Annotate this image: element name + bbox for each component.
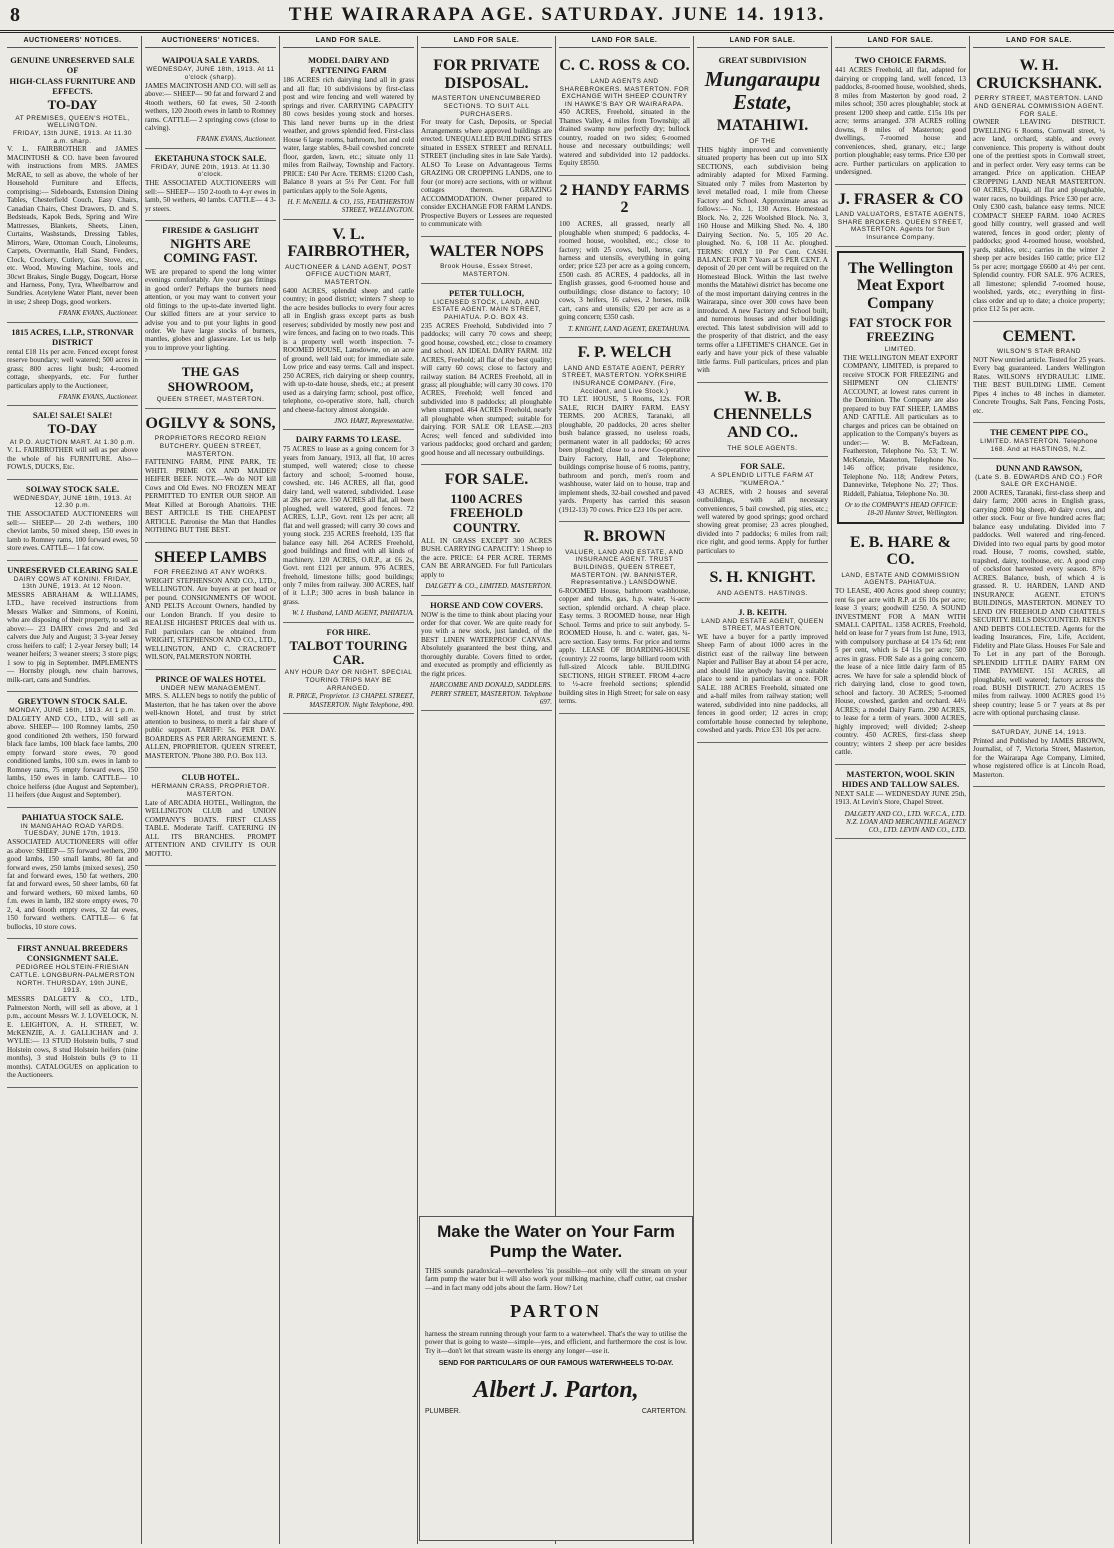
ad-heading: FOR SALE. xyxy=(740,461,785,472)
advertisement xyxy=(7,561,138,693)
advertisement xyxy=(7,939,138,1088)
ad-heading: GREYTOWN STOCK SALE. xyxy=(17,696,128,707)
ad-body xyxy=(835,66,966,176)
ad-heading: GREAT SUBDIVISION xyxy=(718,55,807,66)
ad-headline: J. FRASER & CO xyxy=(837,190,964,208)
ad-heading: J. B. KEITH. xyxy=(738,606,787,617)
ad-body xyxy=(145,82,276,133)
column-heading: LAND FOR SALE. xyxy=(697,36,828,48)
ad-headline: WALTER NOPS xyxy=(429,242,544,260)
advertisement xyxy=(837,251,964,524)
ad-body-text: Late of ARCADIA HOTEL, Wellington, the WELLINGTON CLUB and UNION COMPANY'S BOATS. FIRST CLASS TABLE. Moderate Tariff. CATERING IN ALL ITS BRANCHES. PROMPT ATTENTION AND CIVILITY IS OUR MOTTO. xyxy=(145,798,276,858)
ad-subheading: WEDNESDAY, JUNE 18th, 1913. At 11 o'clock (sharp). xyxy=(146,66,275,81)
ad-body xyxy=(559,220,690,322)
ad-heading: MODEL DAIRY AND FATTENING FARM xyxy=(307,55,390,76)
masthead xyxy=(0,0,1114,33)
ad-signature: H. F. McNEILL & CO, 155, FEATHERSTON STREET, WELLINGTON. xyxy=(287,198,414,215)
advertisement xyxy=(973,322,1105,424)
ad-subheading: PROPRIETORS RECORD REIGN BUTCHERY. QUEEN STREET, MASTERTON. xyxy=(154,435,267,458)
ad-body xyxy=(973,489,1105,718)
ad-heading: DUNN AND RAWSON, xyxy=(995,462,1083,473)
advertisement xyxy=(973,726,1105,787)
ad-place: CARTERTON. xyxy=(641,1407,687,1415)
advertisement xyxy=(835,528,966,765)
ad-heading: THE CEMENT PIPE CO., xyxy=(990,427,1088,438)
ad-signature: DALGETY AND CO., LTD. W.F.C.A., LTD. N.Z. LOAN AND MERCANTILE AGENCY CO., LTD. LEVIN AND CO., LTD. xyxy=(844,809,966,835)
ad-subheading: MONDAY, JUNE 16th, 1913. At 1 p.m. xyxy=(9,707,136,715)
advertisement xyxy=(7,692,138,808)
ad-body xyxy=(7,591,138,684)
ad-headline: F. P. WELCH xyxy=(577,344,672,362)
ad-subheading: IN MANGAHAO ROAD YARDS. TUESDAY, JUNE 17th, 1913. xyxy=(20,822,125,838)
ad-body-text: ASSOCIATED AUCTIONEERS will offer as above: SHEEP— 55 forward wethers, 200 good lambs, 150 small lambs, 80 fat and forward ewes, 250 lambs (mixed sexes), 250 fat and forward ewes, 150 fat wethers, 200 fat and forward ewes, 50 sheer lambs, 60 fat and forward wethers, 60 mixed lambs, 60 f.m. ewes in lamb, 182 store empty ewes, 70 2, 4, and 6tooth empty ewes, 32 fat ewes, 150 forward wethers. CATTLE— 6 fat bullocks, 10 store cows. xyxy=(7,838,138,931)
ad-body-text: 450 ACRES, Freehold, situated in the Thames Valley, 4 miles from Township; all drained swamp now perfectly dry; bullock country, roaded on two sides; 6-roomed house and necessary outbuildings; well watered and subdivided into 12 paddocks. Equity £8550. xyxy=(559,108,690,168)
ad-signature: JNO. HART, Representative. xyxy=(334,416,414,425)
ad-body-text: FATTENING FARM, PINE PARK, TE WHITI. PRIME OX AND MAIDEN HEIFER BEEF. NOTE.—We do NOT kill Cows and Old Ewes. NO FROZEN MEAT PERMITTED TO ENTER OUR SHOP. All Meat Killed at Borough Abattoirs. THE BEST ARTICLE IS THE CHEAPEST ARTICLE. Patronise the Man that Handles NOTHING BUT THE BEST. xyxy=(145,458,276,535)
ad-body-text: ALL IN GRASS EXCEPT 300 ACRES BUSH. CARRYING CAPACITY: 1 Sheep to the acre. PRICE: £4 PER ACRE. TERMS CAN BE ARRANGED. For full Particulars apply to xyxy=(421,536,552,579)
ad-signature: FRANK EVANS, Auctioneer. xyxy=(58,309,138,318)
ad-subheading: LAND AND ESTATE AGENT, PERRY STREET, MASTERTON. YORKSHIRE INSURANCE COMPANY. (Fire, Accident, and Live Stock.) xyxy=(562,364,687,395)
ad-signature: R. PRICE, Proprietor. 13 CHAPEL STREET, MASTERTON. Night Telephone, 490. xyxy=(288,692,414,709)
ad-title: NIGHTS ARE COMING FAST. xyxy=(163,236,258,266)
ad-title: Make the Water on Your Farm Pump the Water. xyxy=(437,1222,675,1262)
ad-title: FAT STOCK FOR FREEZING xyxy=(848,314,953,344)
ad-subheading: AUCTIONEER & LAND AGENT, POST OFFICE AUCTION MART, MASTERTON. xyxy=(285,263,412,287)
advertisement xyxy=(559,51,690,176)
ad-heading: 1815 ACRES, L.I.P., STRONVAR DISTRICT xyxy=(11,326,134,347)
column-heading: LAND FOR SALE. xyxy=(421,36,552,48)
ad-headline: V. L. FAIRBROTHER, xyxy=(287,225,410,261)
ad-subheading: AND AGENTS. HASTINGS. xyxy=(716,590,809,598)
ad-headline: MATAHIWI. xyxy=(716,117,809,135)
advertisement xyxy=(145,221,276,360)
ad-body-text: 100 ACRES, all grassed, nearly all ploughable when stumped; 6 paddocks, 4-roomed house, woolshed, etc.; close to factory; with 25 cows, bull, horse, cart, harness and utensils, everything in going order; price £23 per acre as a going concern, £500 cash. 85 ACRES, 4 paddocks, all in English grasses, good 6-roomed house and outbuildings; close distance to factory; 10 cows, 3 heifers, 16 calves, 2 horses, milk cart, cans and utensils; £20 per acre as a going concern; £350 cash. xyxy=(559,220,690,322)
ad-subheading: OF THE xyxy=(749,138,776,146)
advertisement xyxy=(283,220,414,431)
column-2 xyxy=(142,36,280,1544)
ad-body xyxy=(145,179,276,213)
advertisement xyxy=(145,149,276,221)
advertisement xyxy=(697,51,828,383)
ad-subheading: WILSON'S STAR BRAND xyxy=(997,348,1081,356)
ad-body-2: harness the stream running through your farm to a waterwheel. That's the way to utilise the power that is going to waste—simple—yes, and efficient, and furthermore the cost is low. Try it—don't let that stream waste its energy any longer—use it. xyxy=(425,1329,687,1355)
ad-signature: T. KNIGHT, LAND AGENT, EKETAHUNA. xyxy=(568,324,690,333)
ad-headline: W. H. CRUICKSHANK. xyxy=(976,57,1102,92)
advertisement xyxy=(421,51,552,236)
column-7 xyxy=(832,36,970,1544)
ad-subheading: A SPLENDID LITTLE FARM AT "KUMEROA." xyxy=(710,472,815,487)
advertisement xyxy=(559,338,690,522)
ad-title: TO-DAY xyxy=(47,97,98,113)
ad-heading: PETER TULLOCH, xyxy=(449,287,524,298)
ad-body xyxy=(421,322,552,458)
ad-body xyxy=(145,458,276,534)
column-heading: AUCTIONEERS' NOTICES. xyxy=(145,36,276,48)
ad-signature: DALGETY & CO., LIMITED. MASTERTON. xyxy=(425,582,552,591)
ad-title: 1100 ACRES FREEHOLD COUNTRY. xyxy=(450,490,523,535)
ad-subheading: ANY HOUR DAY OR NIGHT. SPECIAL TOURING TRIPS MAY BE ARRANGED. xyxy=(284,669,413,692)
ad-subheading: LIMITED. xyxy=(884,346,917,354)
ad-headline: W. B. CHENNELLS AND CO.. xyxy=(713,388,812,441)
ad-signature: HARCOMBE AND DONALD, SADDLERS. PERRY STREET, MASTERTON. Telephone 697. xyxy=(429,681,552,706)
advertisement xyxy=(559,176,690,338)
ad-subheading: LAND VALUATORS, ESTATE AGENTS, SHARE BROKERS. QUEEN STREET, MASTERTON. Agents for Sun Insurance Company. xyxy=(835,211,966,242)
ad-headline: S. H. KNIGHT. xyxy=(709,569,816,587)
ad-subheading: FOR FREEZING AT ANY WORKS. xyxy=(153,569,268,577)
ad-heading: MASTERTON, WOOL SKIN HIDES AND TALLOW SALES. xyxy=(841,768,960,789)
advertisement xyxy=(559,522,690,714)
ad-headline: OGILVY & SONS, xyxy=(145,414,276,432)
advertisement xyxy=(145,360,276,408)
ad-body xyxy=(421,611,552,679)
ad-heading: PRINCE OF WALES HOTEL xyxy=(155,673,266,684)
ad-heading: PAHIATUA STOCK SALE. xyxy=(21,811,124,822)
ad-body xyxy=(7,838,138,931)
ad-body-text: TO LET. HOUSE, 5 Rooms, 12s. FOR SALE, RICH DAIRY FARM. EASY TERMS. 200 ACRES, Taranaki, all ploughable, 20 paddocks, 20 acres shelter bush balance grassed, no useless roads, permanent water in all paddocks; 60 acres been ploughed; close to a new Co-operative Dairy Factory, Hall, and Telephone; buildings comprise house of 6 rooms, pantry, bathroom and porch, men's room and washhouse, water laid on to house, trap and implement sheds, 32-bail cowshed and paved yards. Property has carried this season (1912-13) 70 cows. Price £23 10s per acre. xyxy=(559,395,690,514)
ad-body xyxy=(973,737,1105,779)
ad-body xyxy=(835,587,966,757)
page-number: 8 xyxy=(10,4,20,26)
ad-body xyxy=(145,692,276,760)
ad-body xyxy=(7,510,138,552)
advertisement xyxy=(697,603,828,743)
advertisement xyxy=(421,596,552,712)
ad-body-text: MRS. S. ALLEN begs to notify the public of Masterton, that he has taken over the above well-known Hotel, and trust by strict attention to business, to merit a fair share of public support. TARIFF: 5s. PER DAY. BOARDERS AS PER ARRANGEMENT. S. ALLEN, PROPRIETOR. QUEEN STREET, MASTERTON. 'Phone 380. P.O. Box 113. xyxy=(145,692,276,760)
column-heading: LAND FOR SALE. xyxy=(835,36,966,48)
ad-body-text: WE have a buyer for a partly improved Sheep Farm of about 1000 acres in the district east of the railway line between Napier and Palliser Bay at about £4 per acre, and should like anybody having a suitable place to send in particulars at once. FOR SALE. 188 ACRES Freehold, situated one and a-half miles from railway station; well watered, subdivided into nine paddocks, all fences in good order; 12 acres in crop; comfortable house connected by telephone, cowshed and yards. Price £31 10s per acre. xyxy=(697,633,828,735)
advertisement xyxy=(421,237,552,284)
ad-body xyxy=(697,488,828,556)
ad-subheading: LAND AND ESTATE AGENT, QUEEN STREET, MASTERTON. xyxy=(701,617,824,633)
ad-subheading: QUEEN STREET, MASTERTON. xyxy=(156,396,265,404)
advertisement xyxy=(421,465,552,595)
ad-subheading: Brook House, Essex Street, MASTERTON. xyxy=(440,263,533,278)
ad-heading: FOR HIRE. xyxy=(326,626,371,637)
ad-subheading: At P.O. AUCTION MART. At 1.30 p.m. xyxy=(9,438,136,446)
ad-body-text: NOT New untried article. Tested for 25 years. Every bag guaranteed. Landers Wellington Rates. WILSON'S HYDRAULIC LIME. THE BEST BUILDING LIME. Cement Pipes 4 inches to 48 inches in diameter. Concrete Troughs, Salt Pans, Fencing Posts, etc. xyxy=(973,355,1105,415)
advertisement xyxy=(697,457,828,563)
ad-body xyxy=(697,146,828,375)
ad-body-text: 75 ACRES to lease as a going concern for 3 years from January, 1913, all flat, 10 acres stumped, well watered; close to cheese factory and school; 5-roomed house, cowshed, etc. 146 ACRES, all flat, good dairy land, well watered, subdivided. Lease at 28s per acre. 150 ACRES all flat, all been ploughed, well watered, good fences. 72 ACRES, L.I.P., Govt. rent 12s per acre; all flat and well grassed; will carry 30 cows and young stock. 235 ACRES freehold, 135 flat balance easy hill. 264 ACRES Freehold, good buildings and fitted with all kinds of machinery. 120 ACRES, O.R.P., at £6 2s, Govt. rent £121 per annum. 976 ACRES, freehold, limestone hills; good buildings; only 7 miles from railway. 300 ACRES, half of it L.I.P.; 300 acres in bush balance in grass. xyxy=(283,445,414,606)
advertisement xyxy=(973,459,1105,726)
advertisement xyxy=(421,284,552,466)
ad-body xyxy=(145,268,276,353)
ad-body xyxy=(283,287,414,414)
ad-body-text: WRIGHT STEPHENSON AND CO., LTD., WELLINGTON. Are buyers at per head or per pound. CONSIGNMENTS OF WOOL AND PELTS Account Owners, handled by our London Branch. If you desire to REALISE HIGHEST PRICES deal with us. Full particulars can be obtained from WRIGHT, STEPHENSON AND CO., LTD., WELLINGTON, AND C. CRACROFT WILSON, PALMERSTON NORTH. xyxy=(145,576,276,662)
ad-body xyxy=(7,995,138,1080)
advertisement xyxy=(697,563,828,602)
ad-body-text: Printed and Published by JAMES BROWN, Journalist, of 7, Victoria Street, Masterton, for the Wairarapa Age Company, Limited, whose registered office is at Lincoln Road, Masterton. xyxy=(973,736,1105,779)
ad-subheading: MASTERTON UNENCUMBERED SECTIONS. TO SUIT ALL PURCHASERS. xyxy=(432,95,541,118)
column-heading: AUCTIONEERS' NOTICES. xyxy=(7,36,138,48)
ad-name-parton: PARTON xyxy=(510,1300,602,1321)
ad-heading: EKETAHUNA STOCK SALE. xyxy=(154,152,267,163)
ad-body-text: 235 ACRES Freehold, Subdivided into 7 paddocks; will carry 70 cows and sheep; good house, cowshed, etc.; close to creamery and school. AN IDEAL DAIRY FARM. 102 ACRES, Freehold; all flat of the best quality; will carry 60 cows; close to factory and railway station. 84 ACRES Freehold, all in grass; all ploughable; will carry 30 cows. 170 ACRES, Freehold; well fenced and subdivided into 8 paddocks; all ploughable when stumped. 464 ACRES Freehold, nearly all ploughable when stumped; suitable for dairying. FOR SALE OR LEASE.—203 Acres; well fenced and subdivided into various paddocks; good orchard and garden; good house and all necessary outbuildings. xyxy=(421,321,552,457)
ad-subheading: DAIRY COWS AT KONINI. FRIDAY, 13th JUNE, 1913. At 12 Noon. xyxy=(13,575,132,591)
parton-waterwheel-ad xyxy=(419,1216,693,1541)
ad-subheading: HERMANN CRASS, PROPRIETOR. MASTERTON. xyxy=(151,783,270,798)
ad-heading: WAIPOUA SALE YARDS. xyxy=(161,55,260,66)
ad-heading: CLUB HOTEL. xyxy=(181,772,240,783)
ad-subheading: SATURDAY, JUNE 14, 1913. xyxy=(991,728,1087,736)
ad-body-text: TO LEASE, 400 Acres good sheep country; rent 6s per acre with R.P. at £6 10s per acre; lease 3 years; goodwill £250. A SOUND INVESTMENT FOR A MAN WITH SMALL CAPITAL. 1358 ACRES, Freehold, held on lease for 7 years from 1st June, 1913, with compulsory purchase at £4 17s 6d; rent 5 per cent, which is £4 11s per acre; 500 acres in grass. FOR Sale as a going concern, the lease of a nice little dairy farm of 85 acres. We have for sale a splendid block of rich dairying land, close to good town, school and factory. 30 ACRES; 5-roomed House, cowshed, garden and orchard. 44½ ACRES; a model Dairy Farm. 290 ACRES, to lease for a term of years. 3000 ACRES, highly improved; well divided; 2-sheep country. 450 ACRES, first-class sheep country; winters 2 sheep per acre besides cattle. xyxy=(835,587,966,757)
ad-subheading: UNDER NEW MANAGEMENT. xyxy=(160,684,261,692)
advertisement xyxy=(283,51,414,219)
ad-subheading: PERRY STREET, MASTERTON. LAND AND GENERAL COMMISSION AGENT. FOR SALE. xyxy=(973,95,1105,118)
advertisement xyxy=(145,768,276,866)
ad-body xyxy=(559,587,690,706)
ad-heading: UNRESERVED CLEARING SALE xyxy=(7,564,138,575)
ad-subheading: LAND AGENTS AND SHAREBROKERS. MASTERTON. FOR EXCHANGE WITH SHEEP COUNTRY IN HAWKE'S BAY OR WAIRARAPA. xyxy=(559,77,690,108)
ad-subheading: AT PREMISES, QUEEN'S HOTEL, WELLINGTON. xyxy=(15,114,130,130)
ad-body-text: THE ASSOCIATED AUCTIONEERS will sell:— SHEEP— 20 2-th wethers, 100 cheviot lambs, 50 mixed sheep, 150 ewes in lamb to Romney rams, 100 forward ewes, 50 store ewes. CATTLE— 1 fat cow. xyxy=(7,510,138,553)
ad-body-text: THIS highly improved and conveniently situated property has been cut up into SIX SECTIONS, each subdivision being admirably adapted for Mixed Farming. Situated only 7 miles from Masterton by level metalled road, 1 mile from Cheese Factory and School. Approximate areas as follows:— No. 1, 130 Acres. Homestead Block. No. 2, 226 Woolshed Block. No. 3, 160 House and Milking Shed. No. 4, 180 Dairying Section. No. 5, 105 20 Ac. ploughed. No. 6, 108 11 Ac. ploughed. TERMS: ONLY 10 Per Cent. CASH. BALANCE FOR 7 Years at 5 PER CENT. A deposit of 20 per cent will be required on the Homestead Block. Within the last twelve months the Matahiwi district has become one of the most important dairying centres in the Wairarapa, since over 300 cows have been introduced. A new Factory and School built, and numerous houses and other buildings erected. This latest subdivision will add to the prosperity of that district, and the easy terms offer a LIFETIME'S CHANCE. Get in early and have your pick of these valuable little farms. Full particulars, prices and plan with xyxy=(697,145,828,375)
ad-body-text: JAMES MACINTOSH AND CO. will sell as above:— SHEEP— 90 fat and forward 2 and 4tooth wethers, 60 fat ewes, 50 2-tooth wethers, 120 2tooth ewes in lamb to Romney rams. CATTLE— 2 springing cows (close to calving). xyxy=(145,81,276,132)
ad-body xyxy=(7,348,138,390)
ad-body-text: 186 ACRES rich dairying land all in grass and all flat; 10 subdivisions by first-class post and wire fencing and well watered by springs and river. CARRYING CAPACITY 80 cows besides young stock and horses. This land never burns up in the driest weather, and grows splendid feed. First-class House 6 large rooms, bathroom, hot and cold water, large stables, 8-bail cowshed concrete floor, garden, lawn, etc.; situate only 11 miles from Railway, Township and Factory. PRICE: £40 Per Acre. TERMS: £1200 Cash, Balance 8 years at 5½ Per Cent. For full particulars apply to the Sole Agents, xyxy=(283,76,414,195)
ad-subheading: LIMITED. MASTERTON. Telephone 168. And at HASTINGS, N.Z. xyxy=(980,438,1098,453)
advertisement xyxy=(973,423,1105,458)
ad-signature-name: Albert J. Parton, xyxy=(473,1376,639,1403)
ad-heading: SALE! SALE! SALE! xyxy=(32,410,113,421)
advertisement xyxy=(697,383,828,457)
ad-body-text: OWNER LEAVING DISTRICT. DWELLING 6 Rooms, Cornwall street, ¼ acre land, orchard, stable, and every convenience. This property is without doubt one of the prettiest spots in Cornwall street, and in perfect order. Very easy terms can be arranged. Price on application. CHEAP CROPPING LAND NEAR MASTERTON. 60 ACRES, Opaki, all flat and ploughable, water races, no buildings. Price £30 per acre. Only £300 cash, balance easy terms. NICE COMPACT SHEEP FARM. 1040 ACRES good hilly country, well grassed and well watered, fences in good order; plenty of paddocks; good 4-roomed house, woolshed, yards, stables, etc.; carries in the winter 2 sheep per acre besides 160 cattle; price £12 5s per acre; mortgage £6600 at 4½ per cent. Splendid country. FOR SALE. 976 ACRES, all limestone; splendid 7-roomed house, woolshed, yards, etc.; everything in first-class order and up to date; a choice property; price £12 5s per acre. xyxy=(973,118,1105,314)
ad-subheading-2: FRIDAY, 13th JUNE, 1913. At 11.30 a.m. sharp. xyxy=(12,129,133,145)
column-heading: LAND FOR SALE. xyxy=(973,36,1105,48)
ad-body xyxy=(7,446,138,471)
advertisement xyxy=(835,51,966,184)
advertisement xyxy=(835,185,966,247)
ad-headline: FOR SALE. xyxy=(444,471,529,489)
ad-body xyxy=(697,633,828,735)
advertisement xyxy=(283,430,414,622)
ad-body-text: V. L. FAIRBROTHER will sell as per above the whole of his FURNITURE. Also—FOWLS, DUCKS, Etc. xyxy=(7,446,138,472)
ad-headline: 2 HANDY FARMS 2 xyxy=(559,181,690,217)
ad-body-text: V. L. FAIRBROTHER and JAMES MACINTOSH & CO. have been favoured with instructions from MRS. JAMES McRAE, to sell as above, the whole of her Household Furniture and Effects, comprising:— Sideboards, Extension Dining Tables, Chesterfield Couch, Easy Chairs, Canadian Chairs, Chest Drawers, D. and S. Bedsteads, Kapok Beds, Spring and Wire Mattresses, Blankets, Sheets, Linen, Curtains, Washstands, Dressing Tables, Mirrors, Ware, Ottoman Couch, Linoleums, Carpets, Overmantle, Hall Stand, Fenders, Clock, Crockery, Cutlery, Gas Stove, etc., etc. Wood, Mowing Machine, tools and 30cwt Brakes, Single Buggy, Dogcart, Horse and Harness, Pony, Tyra, Wheelbarrow and Sundries. Acetylene Water Plant, never been in use; 2 sheep Dogs, good workers. xyxy=(7,145,138,306)
advertisement xyxy=(7,480,138,561)
ad-signature: FRANK EVANS, Auctioneer. xyxy=(58,393,138,402)
ad-body-text: For treaty for Cash, Deposits, or Special Arrangements where approved buildings are erected. UNEQUALLED BUILDING SITES situated in ESSEX STREET and RENALL STREET (including sites in late Sale Yards). ALSO To Lease on Advantageous Terms GRAZING OR CROPPING LANDS, one to four (or more) acre sections, with or without cottages thereon. GRAZING ACCOMMODATION. Owner prepared to consider EXCHANGE FOR FARM LANDS. Prospective Buyers or Lessees are requested to communicate with xyxy=(421,118,552,229)
ad-subheading: WEDNESDAY, JUNE 18th, 1913. At 12.30 p.m. xyxy=(13,494,132,510)
ad-subheading: FRIDAY, JUNE 20th, 1913. At 11.30 o'clock. xyxy=(150,163,271,179)
ad-headline: E. B. HARE & CO. xyxy=(850,533,951,569)
ad-body-text: 6-ROOMED House, bathroom washhouse, copper and tubs, gas, h.p. water, ¼-acre section, splendid orchard. A cheap place. Easy terms. 3 ROOMED house, near High School. Terms and price to suit anybody. 5-ROOMED House, h. and c. water, gas, ¼-acre section. Easy terms. For price and terms apply. LEASE OF BOARDING-HOUSE (country): 22 rooms, large billiard room with full-sized Alcock table. BUILDING SECTIONS, HIGH STREET. FROM 4-acre to ½-acre freehold sections; splendid building sites in High Street; for sale on easy terms. xyxy=(559,586,690,706)
ad-title: TO-DAY xyxy=(47,421,98,437)
advertisement xyxy=(7,808,138,940)
ad-signature: FRANK EVANS, Auctioneer. xyxy=(196,135,276,144)
ad-send-line: SEND FOR PARTICULARS OF OUR FAMOUS WATERWHEELS TO-DAY. xyxy=(438,1359,674,1367)
ad-headline: R. BROWN xyxy=(583,528,666,546)
ad-body xyxy=(7,145,138,306)
ad-heading: TWO CHOICE FARMS. xyxy=(854,55,947,66)
column-8 xyxy=(970,36,1108,1544)
ad-title: THE GAS SHOWROOM, xyxy=(167,364,254,394)
ad-body-text: 6400 ACRES, splendid sheep and cattle country; in good district; winters 7 sheep to the acre besides bullocks to every four acres all in English grass except parts as bush reserves; subdivided by mostly new post and wire fences, and facing on to two roads. This is a property well worth inspection. 7-ROOMED HOUSE, Lansdowne, on an acre of ground, well laid out; for immediate sale. Low price and easy terms. Call and inspect. 250 ACRES, rich dairying or sheep country, with up-to-date house, sheds, etc.; at present used as a dairying farm; school, post office, telephone, co-operative store, hall, church and cheese-factory almost alongside. xyxy=(283,286,414,414)
column-heading: LAND FOR SALE. xyxy=(283,36,414,48)
ad-subheading: (Late S. B. EDWARDS AND CO.) FOR SALE OR EXCHANGE. xyxy=(975,473,1103,489)
ad-body xyxy=(559,395,690,514)
ad-body-text: NOW is the time to think about placing your order for that cover. We are quite ready for you with a new stock, just landed, of the BEST LINEN WATERPROOF CANVAS. Absolutely guaranteed the best thing, and thoroughly durable. Covers fitted to order, and executed as promptly and efficiently as the right prices. xyxy=(421,610,552,678)
ad-subheading: LAND, ESTATE AND COMMISSION AGENTS. PAHIATUA. xyxy=(841,571,960,587)
ad-body xyxy=(843,354,958,498)
ad-title: TALBOT TOURING CAR. xyxy=(289,637,408,668)
ad-body: THIS sounds paradoxical—nevertheless 'tis possible—not only will the stream on your farm pump the water but it will also work your milking machine, chaff cutter, oat crusher—and in fact many odd jobs about the farm. How? Let xyxy=(425,1266,687,1293)
ad-headline: C. C. ROSS & CO. xyxy=(559,57,690,75)
ad-body xyxy=(283,445,414,606)
ad-subheading: VALUER, LAND AND ESTATE, AND INSURANCE AGENT. TRUST BUILDINGS, QUEEN STREET, MASTERTON. (W. BANNISTER, Representative.) LANSDOWNE. xyxy=(565,548,684,587)
advertisement xyxy=(973,51,1105,321)
advertisement xyxy=(145,543,276,670)
ad-body xyxy=(283,76,414,195)
column-1 xyxy=(4,36,142,1544)
ad-heading: SOLWAY STOCK SALE. xyxy=(25,483,120,494)
ad-body xyxy=(973,118,1105,313)
ad-body-text: NEXT SALE — WEDNESDAY JUNE 25th, 1913. At Levin's Store, Chapel Street. xyxy=(835,789,966,807)
ad-body-text: 441 ACRES Freehold, all flat, adapted for dairying or cropping land, well fenced, 13 paddocks, 8-roomed house, woolshed, sheds, 8 miles from Masterton by good road, 2 miles school; 350 acres ploughable; stock at present 1200 sheep and cattle. £15s 10s per acre; terms arranged. 378 ACRES rolling downs, 8 miles of Masterton; good dwellings, 7-roomed house and conveniences, shed, granary, etc.; large portion ploughable; easy terms. Price £30 per acre. Further particulars on application to undersigned. xyxy=(835,66,966,177)
ad-body-text: DALGETY AND CO., LTD., will sell as above. SHEEP— 100 Romney lambs, 250 good conditioned 2th wethers, 150 forward black face lambs, 100 black face lambs, 200 empty forward store ewes, 70 good conditioned lambs, 100 s.m. ewes in lamb to Romney rams, 75 empty forward ewes, 150 lambs, 150 ewes in lamb. CATTLE— 10 choice heiferss (due August and September), 11 heifers (due August and September). xyxy=(7,714,138,800)
column-3 xyxy=(280,36,418,1544)
ad-headline: FOR PRIVATE DISPOSAL. xyxy=(433,57,540,92)
ad-body-text: MESSRS ABRAHAM & WILLIAMS, LTD., have received instructions from Messrs Walker and Simmons, of Konini, who are disposing of their property, to sell as above:— 23 DAIRY cows 2nd and 3rd calvers due July and August; 3 3-year Jersey cross heifers to calf; 1 2-year Jersey bull; 14 weaner heifers; 3 weaner steers; 3 store pigs; 1 sow to pig in September. IMPLEMENTS— Hornsby plough, new chain harrows, milk-cart, cans and Sundries. xyxy=(7,590,138,684)
column-6 xyxy=(694,36,832,1544)
ad-body-text: THE WELLINGTON MEAT EXPORT COMPANY, LIMITED, is prepared to receive STOCK FOR FREEZING and SHIPMENT ON CLIENTS' ACCOUNT, at lowest rates current in the Dominion. The Company are also prepared to buy FAT SHEEP, LAMBS AND CATTLE. All particulars as to charges and prices can be obtained on application to the Company's buyers as under:— W. B. McFadzean, Featherston, Telephone No. 53; T. W. McKenzie, Masterton, Telephone No. 146 office; private residence, Telephone No. 118; Andrew Peters, Dannevirke, Telephone No. 27; Thos. Riddell, Pahiatua, Telephone No. 30. xyxy=(843,353,958,498)
ad-subheading: THE SOLE AGENTS. xyxy=(727,444,798,452)
ad-heading: GENUINE UNRESERVED SALE OF xyxy=(10,55,135,76)
column-heading: LAND FOR SALE. xyxy=(559,36,690,48)
advertisement xyxy=(283,623,414,714)
advertisement xyxy=(145,409,276,543)
advertisement xyxy=(7,323,138,407)
ad-body-text: rental £18 11s per acre. Fenced except forest reserve boundary; well watered; 500 acres in grass; 800 acres light bush; 4-roomed cottage, sheepyards, etc. For further particulars apply to the Auctioneer, xyxy=(7,347,138,390)
newspaper-title: THE WAIRARAPA AGE. SATURDAY. JUNE 14. 1913. xyxy=(288,4,826,25)
ad-trade: PLUMBER. xyxy=(425,1407,461,1415)
ad-body xyxy=(559,108,690,167)
ad-heading: FIRESIDE & GASLIGHT xyxy=(162,225,259,235)
ad-body-text: THE ASSOCIATED AUCTIONEERS will sell:— SHEEP— 150 2-tooth to 4-yr ewes in lamb, 50 wethers, 40 lambs. CATTLE— 4 3-yr steers. xyxy=(145,179,276,213)
ad-subheading: PEDIGREE HOLSTEIN-FRIESIAN CATTLE. LONGBURN-PALMERSTON NORTH. THURSDAY, 19th JUNE, 1913. xyxy=(10,964,135,995)
ad-body-text: 2000 ACRES, Taranaki, first-class sheep and dairy farm; 2000 acres in English grass, carrying 2000 big sheep, 40 dairy cows, and other stock. Four or five hundred acres flat; balance easy undulating. Divided into 7 paddocks. Well watered and ring-fenced. Divided into two equal parts by good motor road. House, 7 rooms, cowshed, stable, trapshed, dairy, toolhouse, etc. A good crop of cocksfoot harvested every season. 87½ ACRES. Balance, bush, of which 4 is grassed. R. U. HARDEN, LAND AND INSURANCE AGENT. ETON'S BUILDINGS, MASTERTON. MONEY TO LEND ON FREEHOLD AND CHATTELS SECURITY. BILLS DISCOUNTED. RENTS AND DEBTS COLLECTED. Agents for the leading Insurances, Fire, Life, Accident, Fidelity and Plate Glass. Houses For Sale and To Let in any part of the Borough. SPLENDID LITTLE DAIRY FARM ON TIME PAYMENT. 151 ACRES, all ploughable, well watered; factory across the road. BUSH DISTRICT. 270 ACRES 15 miles from railway. 1000 ACRES good 1½ sheep country; lease 5 or 7 years at 8s per acre with optional purchasing clause. xyxy=(973,488,1105,718)
ad-body xyxy=(145,799,276,858)
ad-signature: W. I. Husband, LAND AGENT, PAHIATUA. xyxy=(292,609,414,618)
ad-body xyxy=(835,790,966,807)
ad-heading: FIRST ANNUAL BREEDERS CONSIGNMENT SALE. xyxy=(17,943,128,964)
ad-heading: HORSE AND COW COVERS. xyxy=(430,599,543,610)
ad-headline: The Wellington Meat Export Company xyxy=(847,259,954,312)
ad-heading: DAIRY FARMS TO LEASE. xyxy=(295,434,402,445)
advertisement xyxy=(7,406,138,479)
advertisement xyxy=(145,51,276,148)
ad-heading-2: HIGH-CLASS FURNITURE AND EFFECTS. xyxy=(9,76,136,97)
ad-signature: Or to the COMPANY'S HEAD OFFICE: 18-20 Hunter Street, Wellington. xyxy=(844,501,958,518)
ad-headline: CEMENT. xyxy=(1002,327,1076,345)
ad-body xyxy=(973,356,1105,415)
ad-body xyxy=(7,715,138,800)
ad-body xyxy=(421,118,552,228)
ad-subheading: LICENSED STOCK, LAND, AND ESTATE AGENT. MAIN STREET, PAHIATUA. P.O. BOX 43. xyxy=(432,298,541,321)
ad-headline: SHEEP LAMBS xyxy=(154,548,267,566)
advertisement xyxy=(7,51,138,322)
ad-body xyxy=(145,577,276,662)
ad-body-text: WE are prepared to spend the long winter evenings comfortably. Are your gas fittings in good order? Perhaps the burners need attention, or you may want to convert your old fittings to the up-to-date inverted light. Our skilled fitters are at your service to advise you and to put your lights in good order. We have large stocks of burners, mantles, globes and glassware. Let us help you to improve your lighting. xyxy=(145,267,276,352)
ad-display-heading: Mungaraupu Estate, xyxy=(704,67,821,115)
ad-body-text: MESSRS DALGETY & CO., LTD., Palmerston North, will sell as above, at 1 p.m., account Messrs W. J. LOVELOCK, N. E. LEIGHTON, A. H. STREET, W. McKENZIE, A. J. GALLICHAN and J. WYLIE:— 13 STUD Holstein bulls, 7 stud Holstein cows, 8 stud Holstein heifers (nine months), 3 stud Holstein bulls (9 to 11 months). CATALOGUES on application to the Auctioneers. xyxy=(7,995,138,1080)
advertisement xyxy=(145,670,276,769)
advertisement xyxy=(835,765,966,840)
ad-body-text: 43 ACRES, with 2 houses and several outbuildings, with all necessary conveniences, 5 bail cowshed, pig sties, etc.; well watered by good springs; good orchard showing great promise; 23 acres ploughed, divided into 7 paddocks; 6 miles from rail; rice right, and good terms. Apply for further particulars to xyxy=(697,487,828,555)
ad-body xyxy=(421,537,552,579)
